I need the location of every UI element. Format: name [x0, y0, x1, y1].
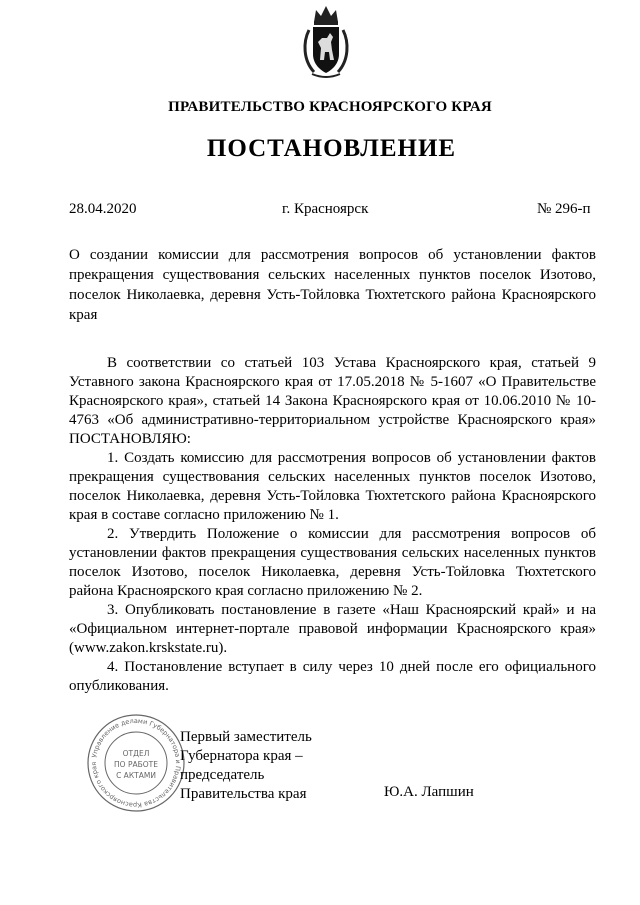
signer-title-line: Губернатора края – — [180, 748, 303, 764]
document-body — [69, 354, 596, 696]
document-city: г. Красноярск — [282, 201, 369, 217]
signer-name: Ю.А. Лапшин — [384, 784, 474, 800]
stamp-outer-text: Управление делами Губернатора и Правительства Красноярского края — [89, 716, 183, 810]
resolution-item: 3. Опубликовать постановление в газете «Наш Красноярский край» и на «Официальном интернет-портале правовой информации Красноярского края» (www.zakon.krskstate.ru). — [69, 602, 596, 656]
document-subject: О создании комиссии для рассмотрения вопросов об установлении фактов прекращения существования сельских населенных пунктов поселок Изотово, поселок Николаевка, деревня Усть-Тойловка Тюхтетского района Красноярского края — [69, 247, 596, 323]
resolution-item: 4. Постановление вступает в силу через 10 дней после его официального опубликования. — [69, 659, 596, 694]
signer-title-line: Первый заместитель — [180, 729, 312, 745]
document-date: 28.04.2020 — [69, 201, 137, 217]
stamp-inner-line: ПО РАБОТЕ — [114, 760, 158, 769]
round-stamp-icon — [85, 712, 187, 814]
document-number: № 296-п — [537, 201, 591, 217]
signer-title-line: председатель — [180, 767, 265, 783]
resolution-item: 2. Утвердить Положение о комиссии для рассмотрения вопросов об установлении фактов прекращения существования сельских населенных пунктов поселок Изотово, поселок Николаевка, деревня Усть-Тойловка Тюхтетского района Красноярского края согласно приложению № 2. — [69, 526, 596, 599]
preamble-paragraph: В соответствии со статьей 103 Устава Красноярского края, статьей 9 Уставного закона Красноярского края от 17.05.2018 № 5-1607 «О Правительстве Красноярского края», статьей 14 Закона Красноярского края от 10.06.2010 № 10-4763 «Об административно-территориальном устройстве Красноярского края» ПОСТАНОВЛЯЮ: — [69, 355, 596, 447]
stamp-inner-line: ОТДЕЛ — [122, 749, 150, 758]
signer-title-line: Правительства края — [180, 786, 307, 802]
resolution-item: 1. Создать комиссию для рассмотрения вопросов об установлении фактов прекращения существования сельских населенных пунктов поселок Изотово, поселок Николаевка, деревня Усть-Тойловка Тюхтетского района Красноярского края в составе согласно приложению № 1. — [69, 450, 596, 523]
document-type-title: ПОСТАНОВЛЕНИЕ — [206, 135, 457, 162]
government-title: ПРАВИТЕЛЬСТВО КРАСНОЯРСКОГО КРАЯ — [168, 99, 492, 115]
signer-position — [180, 728, 312, 804]
krasnoyarsk-coat-of-arms-icon — [300, 2, 352, 82]
stamp-inner-line: С АКТАМИ — [116, 771, 156, 780]
